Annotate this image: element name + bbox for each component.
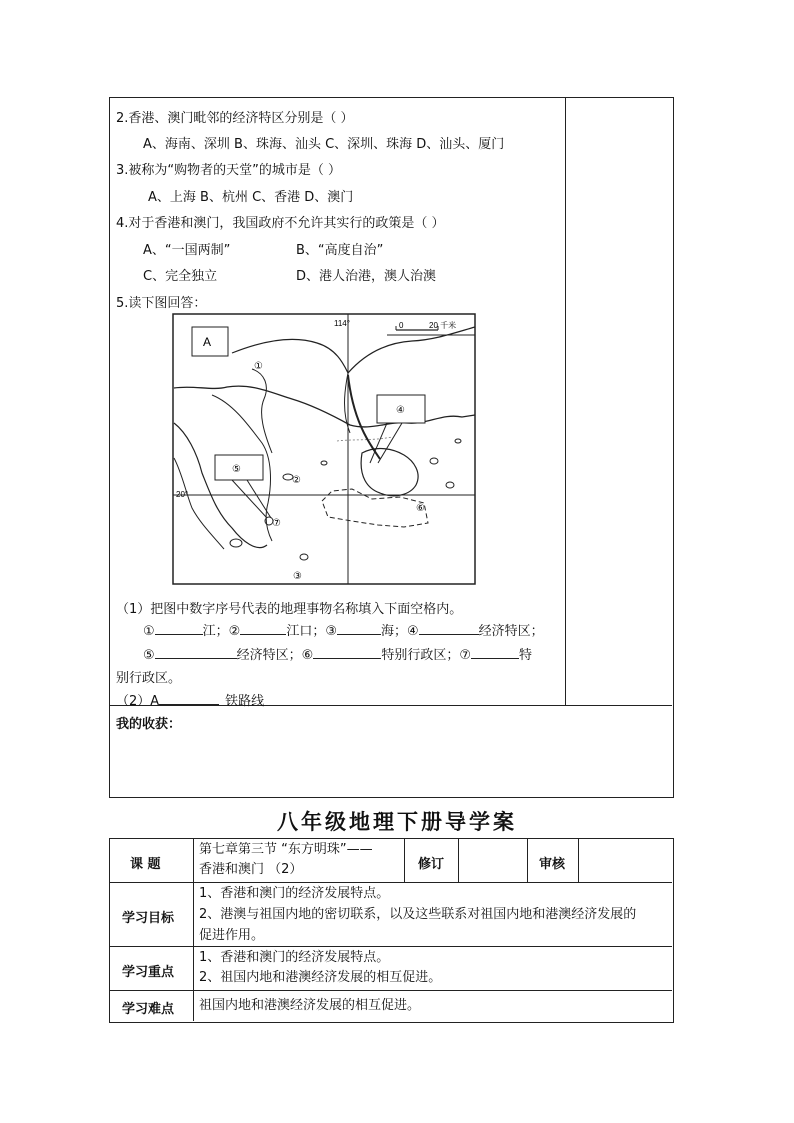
info-table-row-3: [109, 990, 672, 991]
difficulty-label: 学习难点: [122, 1002, 175, 1017]
q5-sub1-intro: （1）把图中数字序号代表的地理事物名称填入下面空格内。: [116, 602, 463, 617]
info-table-divider-d: [578, 838, 579, 882]
q4-option-a: A、“一国两制”: [143, 243, 231, 258]
key-point-1: 1、香港和澳门的经济发展特点。: [199, 950, 390, 965]
info-table-row-2: [109, 946, 672, 947]
map-marker-1: ①: [254, 361, 263, 372]
info-table-row-1: [109, 882, 672, 883]
map-marker-6: ⑥: [416, 503, 425, 514]
map-marker-4: ④: [396, 405, 405, 416]
info-table-label-divider: [193, 838, 194, 1021]
goal-item-2-line-2: 促进作用。: [199, 928, 265, 943]
q5-sub2: （2）A 铁路线: [116, 694, 265, 709]
q4-option-c: C、完全独立: [143, 269, 218, 284]
answer-blank-7[interactable]: [471, 646, 519, 659]
answer-blank-2[interactable]: [240, 622, 286, 635]
q5-fill-line-1: ① 江；② 江口；③ 海；④ 经济特区；: [143, 624, 544, 639]
answer-blank-4[interactable]: [419, 622, 479, 635]
map-latitude-label: 20°: [176, 490, 189, 499]
goal-item-2-line-1: 2、港澳与祖国内地的密切联系，以及这些联系对祖国内地和港澳经济发展的: [199, 907, 637, 922]
map-marker-3: ③: [293, 571, 302, 582]
q5-stem: 5.读下图回答：: [116, 296, 207, 311]
q4-stem: 4.对于香港和澳门，我国政府不允许其实行的政策是（ ）: [116, 216, 445, 231]
q4-option-d: D、港人治港，澳人治澳: [296, 269, 437, 284]
goal-label: 学习目标: [122, 911, 175, 926]
map-scale-zero: 0: [399, 321, 404, 330]
pearl-river-delta-map: [172, 313, 476, 585]
key-point-label: 学习重点: [122, 965, 175, 980]
info-table-divider-b: [458, 838, 459, 882]
answer-blank-5[interactable]: [155, 646, 237, 659]
fill-label-1: ①: [143, 624, 155, 639]
map-marker-5: ⑤: [232, 464, 241, 475]
q3-options: A、上海 B、杭州 C、香港 D、澳门: [148, 190, 354, 205]
q5-fill-line-3: 别行政区。: [116, 671, 182, 686]
my-harvest-label: 我的收获：: [116, 717, 182, 732]
course-title-line-2: 香港和澳门 （2）: [199, 862, 303, 877]
question-table-column-divider: [565, 97, 566, 705]
key-point-2: 2、祖国内地和港澳经济发展的相互促进。: [199, 970, 442, 985]
map-marker-2: ②: [292, 475, 301, 486]
map-label-a: A: [203, 335, 212, 349]
goal-item-1: 1、香港和澳门的经济发展特点。: [199, 886, 390, 901]
map-scale-distance: 20 千米: [429, 321, 457, 330]
answer-blank-a[interactable]: [159, 692, 219, 705]
course-label: 课 题: [130, 857, 161, 872]
sheet-title: 八年级地理下册导学案: [277, 809, 517, 834]
q2-options: A、海南、深圳 B、珠海、汕头 C、深圳、珠海 D、汕头、厦门: [143, 137, 505, 152]
revise-label: 修订: [418, 857, 445, 872]
course-title-line-1: 第七章第三节 “东方明珠”——: [199, 842, 373, 857]
map-longitude-label: 114°: [334, 319, 350, 328]
q5-fill-line-2: ⑤ 经济特区；⑥ 特别行政区；⑦ 特: [143, 648, 532, 663]
map-marker-7: ⑦: [272, 518, 281, 529]
q4-option-b: B、“高度自治”: [296, 243, 384, 258]
fill-label-5: ⑤: [143, 648, 155, 663]
answer-blank-1[interactable]: [155, 622, 203, 635]
info-table-divider-a: [404, 838, 405, 882]
answer-blank-3[interactable]: [337, 622, 381, 635]
difficulty-item: 祖国内地和港澳经济发展的相互促进。: [199, 998, 421, 1013]
q2-stem: 2.香港、澳门毗邻的经济特区分别是（ ）: [116, 111, 354, 126]
q3-stem: 3.被称为“购物者的天堂”的城市是（ ）: [116, 163, 342, 178]
info-table-divider-c: [527, 838, 528, 882]
review-label: 审核: [539, 857, 566, 872]
answer-blank-6[interactable]: [313, 646, 381, 659]
